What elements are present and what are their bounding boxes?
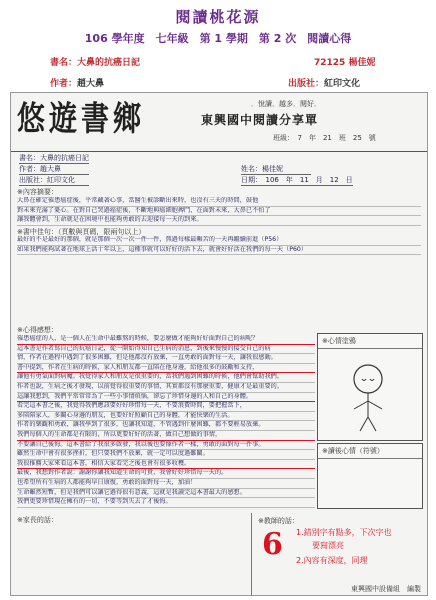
name-line: 姓名：楊佳妮 (241, 164, 311, 175)
date-line: 日期： 106 年 11 月 12 日 (241, 176, 353, 184)
text-line: 我們每個人的生命都是有限的，所以更要好好的活著，做自己想做的事情， (17, 431, 315, 441)
feeling-block (17, 335, 315, 508)
text-line: 不要讓自己後悔。這本書給了我很多啟發，我以後也要像作者一樣，勇敢的面對每一件事。 (17, 441, 315, 451)
book-value: 大鼻的抗癌日記 (77, 58, 141, 68)
author-value: 趙大鼻 (77, 79, 105, 89)
publisher-label: 出版社： (288, 79, 325, 89)
text-line: 最後，我想對作者說：謝謝你讓我知道生命的可貴，我會好好珍惜每一天的。 (17, 469, 315, 479)
summary-block (17, 197, 421, 226)
text-line: 作者的樂觀和勇敢，讓我學到了很多，也讓我知道，不管遇到什麼困難，都不要輕易放棄。 (17, 421, 315, 431)
sheet-banner (11, 93, 427, 152)
share-title: 東興國中閱讀分享單 (201, 113, 319, 127)
quote-block (17, 236, 421, 255)
summary-title: ※內容摘要： (17, 188, 58, 196)
text-line: 大鼻在確定罹患癌症後，平常藏著心事，當醫生被診斷出來時，也沒有三天的時間，鼓他 (17, 197, 421, 207)
teacher-title: ※教師的話： (258, 517, 299, 525)
text-line: 如果我們能夠試著在地球上活十年以上，這種事就可以好好的活下去，就會好好活在我們的每一天（P60） (17, 246, 421, 256)
text-line: 讓他有勇氣面對病魔。我覺得家人和朋友是很重要的，當我們遇到困難的時候，他們會幫助我們。 (17, 373, 315, 383)
book-row (50, 55, 140, 68)
grade-mark: 6 (262, 527, 283, 562)
publisher-row (288, 76, 360, 89)
teacher-box (251, 513, 428, 595)
text-line: 我們更要珍惜現在擁有的一切，不要等到失去了才後悔。 (17, 498, 315, 508)
text-line: 這本書是作者寫自己的抗癌日記，從一開始得知自己生病的消息，到後來慢慢的接受自己的病 (17, 345, 315, 355)
doodle-figure-icon (318, 349, 422, 437)
parent-title: ※家長的話： (17, 516, 58, 524)
student-id-value: 72125 楊佳妮 (314, 58, 376, 68)
page-title: 閱讀桃花源 (175, 8, 261, 26)
text-line: 作者也說，生病之後才發現，以前覺得很重要的事情，其實都沒有那麼重要，健康才是最重要的。 (17, 383, 315, 393)
text-line: 情，作者在過程中遇到了很多困難，但是他都沒有放棄，一直勇敢的面對每一天，讓我很感動。 (17, 354, 315, 364)
footer-credit: 東興國中設備組 編製 (351, 585, 421, 593)
text-line: 看完這本書之後，我覺得我們應該要好好珍惜每一天，不要浪費時間，要把握當下， (17, 402, 315, 412)
text-line: 罹患癌症的人，是一個人在生命中最難熬的時候，要怎麼做才能夠好好面對自己的病呢？ (17, 335, 315, 345)
text-line: 生命雖然短暫，但是我們可以讓它過得很有意義，這就是我讀完這本書最大的感想。 (17, 489, 315, 499)
book-label: 書名： (50, 58, 78, 68)
class-info: 班級： 7 年 21 班 25 號 (273, 134, 376, 142)
author-row (50, 76, 104, 89)
slogan: ．悅讀．越多．閱好． (251, 100, 321, 108)
publisher-line: 出版社：紅印文化 (19, 175, 89, 186)
text-line: 我很推薦大家來看這本書，相信大家看完之後也會有很多收穫。 (17, 460, 315, 470)
quote-title: ※書中佳句：（頁數與頁碼，限兩句以上） (17, 228, 146, 236)
text-line: 對未來充滿了憂心。在對自己哭過癌症後，不斷地與癌細胞搏鬥，在面對未來，大鼻已不怕了 (17, 207, 421, 217)
page-subtitle: 106 學年度 七年級 第 1 學期 第 2 次 閱讀心得 (84, 32, 352, 45)
stars-title: ※讀後心情（符號） (318, 444, 422, 459)
text-line: 最好的不是最好的那個，就是那個一次一次一件一件，熬過每樣最艱苦的一天再繼續前進（P56） (17, 236, 421, 246)
text-line: 也希望所有生病的人都能夠早日康復，勇敢的面對每一天，加油！ (17, 479, 315, 489)
mood-doodle-box (317, 333, 423, 441)
book-line: 書名：大鼻的抗癌日記 (19, 154, 89, 162)
share-sheet (10, 92, 428, 596)
teacher-comment-1: 1.錯別字有點多，下次字也 (296, 528, 392, 537)
text-line: 這讓我想到，我們平常常常為了一些小事情煩惱，卻忘了珍惜身邊的人和自己的身體。 (17, 393, 315, 403)
text-line: 多陪陪家人，多關心身邊的朋友，也要好好照顧自己的身體，才能快樂的生活。 (17, 412, 315, 422)
mood-title: ※心情塗鴉 (318, 334, 422, 349)
text-line: 書中提到，作者在生病的時候，家人和朋友都一直陪在他身邊，給他很多的鼓勵和支持， (17, 364, 315, 374)
text-line: 讓我體會到，生命就是在困境中也能夠勇敢的去迎接每一天的到來。 (17, 216, 421, 226)
feeling-title: ※心得感想： (17, 326, 58, 334)
author-label: 作者： (50, 79, 78, 89)
student-id (314, 55, 375, 68)
mood-symbol-box (317, 443, 423, 509)
teacher-comment-2: 2.內容有深度，同理 (296, 556, 368, 565)
top-header (0, 0, 436, 92)
teacher-comment-1b: 要寫漂亮 (312, 541, 344, 550)
publisher-value: 紅印文化 (324, 79, 361, 89)
author-line: 作者：趙大鼻 (19, 164, 89, 175)
logo-text: 悠遊書鄉 (17, 99, 146, 139)
text-line: 雖然生命中會有很多挫折，但只要我們不放棄，就一定可以度過難關。 (17, 450, 315, 460)
